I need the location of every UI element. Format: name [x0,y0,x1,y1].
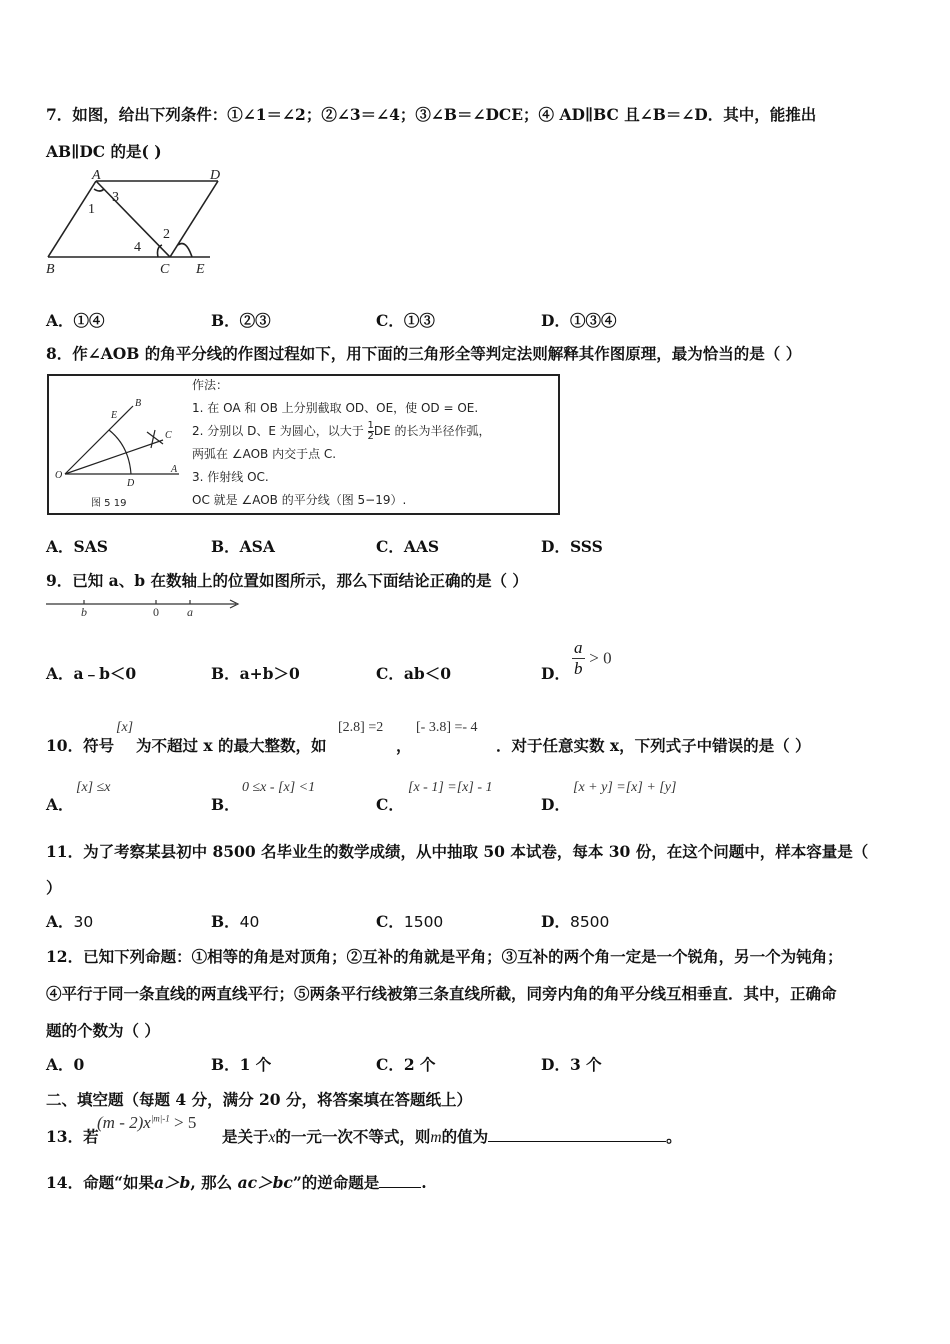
axis-label-zero: 0 [153,605,159,619]
q10-option-a[interactable]: A． [46,795,74,814]
label-o: O [55,470,63,481]
q10-symbol: [x] [116,720,134,735]
q10-suffix: ．对于任意实数 x，下列式子中错误的是（ ） [496,736,811,755]
q14-text: 14．命题“如果a＞b, 那么 ac＞bc”的逆命题是 . [46,1173,427,1192]
q8-option-c[interactable]: C．AAS [376,537,440,556]
steps-heading: 作法： [192,378,229,392]
q8-option-b[interactable]: B．ASA [211,537,275,556]
q12-option-d[interactable]: D．3 个 [541,1055,602,1074]
ray-oc [65,440,163,474]
ray-ob [65,406,133,474]
q11-option-d[interactable]: D．8500 [541,912,610,931]
label-e: E [111,410,118,421]
q11-option-c[interactable]: C．1500 [376,912,444,931]
q12-option-b[interactable]: B．1 个 [211,1055,272,1074]
label-d: D [210,168,221,183]
arc-c2 [151,430,155,448]
q7-option-b[interactable]: B．②③ [211,311,271,330]
label-1: 1 [88,202,95,217]
q8-option-a[interactable]: A．SAS [46,537,108,556]
label-3: 3 [112,190,119,205]
label-c: C [165,430,172,441]
segment-dc [170,181,218,257]
q13-mid: 是关于x的一元一次不等式，则m的值为 。 [222,1127,682,1146]
q11-line1: 11．为了考察某县初中 8500 名毕业生的数学成绩，从中抽取 50 本试卷，每本 30 份，在这个问题中，样本容量是（ [46,842,869,861]
section-2-title: 二、填空题（每题 4 分，满分 20 分，将答案填在答题纸上） [46,1090,472,1109]
q10-option-b-expr: 0 ≤x - [x] <1 [242,780,316,795]
q7-line1: 7．如图，给出下列条件：①∠1＝∠2；②∠3＝∠4；③∠B＝∠DCE；④ AD∥BC 且∠B＝∠D．其中，能推出 [46,105,817,124]
q9-option-d-fraction [572,638,612,679]
q13-prefix: 13．若 [46,1127,99,1146]
q13-answer-blank[interactable] [488,1141,666,1142]
a-over-b: $\frac{a}{b}$ [574,638,583,678]
q13-inequality: $(m - 2)x^{|m|-1} > 5$ [97,1113,197,1132]
q10-mid: 为不超过 x 的最大整数，如 [136,736,327,755]
q12-line1: 12．已知下列命题：①相等的角是对顶角；②互补的角就是平角；③互补的两个角一定是一个锐角，另一个为钝角； [46,947,843,966]
construction-steps [192,374,491,512]
step-2: 2. 分别以 D、E 为圆心，以大于 $\frac{1}{2}$ DE 的长为半径作弧， [192,420,491,442]
q10-option-b[interactable]: B． [211,795,240,814]
angle-2-arc [178,244,192,258]
q9-option-c[interactable]: C．ab＜0 [376,664,452,683]
q10-prefix: 10．符号 [46,736,115,755]
axis-label-a: a [187,605,193,619]
label-e: E [196,262,205,277]
q7-option-c[interactable]: C．①③ [376,311,435,330]
q10-option-c[interactable]: C． [376,795,404,814]
label-b: B [135,398,142,409]
q9-number-line [44,594,244,622]
q11-line2: ） [46,878,62,897]
label-d: D [127,478,135,489]
q9-text: 9．已知 a、b 在数轴上的位置如图所示，那么下面结论正确的是（ ） [46,571,528,590]
q8-bisector-figure [51,396,191,511]
label-c: C [160,262,170,277]
q7-line2: AB∥DC 的是( ) [46,142,162,161]
label-4: 4 [134,240,141,255]
step-2c: 两弧在 ∠AOB 内交于点 C. [192,447,337,461]
q11-option-a[interactable]: A．30 [46,912,94,931]
q9-option-b[interactable]: B．a+b＞0 [211,664,300,683]
greater-than-zero: > 0 [589,648,612,668]
label-b: B [46,262,55,277]
q10-example-2: [- 3.8] =- 4 [416,720,478,735]
q10-comma: ， [396,736,412,755]
q10-option-a-expr: [x] ≤x [76,780,111,795]
axis-label-b: b [81,605,87,619]
q8-option-d[interactable]: D．SSS [541,537,603,556]
q12-option-c[interactable]: C．2 个 [376,1055,436,1074]
figure-caption: 图 5 19 [91,498,127,509]
q10-example-1: [2.8] =2 [338,720,384,735]
q8-construction-box [47,374,560,515]
q11-option-b[interactable]: B．40 [211,912,260,931]
q7-option-a[interactable]: A．①④ [46,311,105,330]
step-1: 1. 在 OA 和 OB 上分别截取 OD、OE，使 OD = OE. [192,401,479,415]
q12-line3: 题的个数为（ ） [46,1021,160,1040]
q12-line2: ④平行于同一条直线的两直线平行；⑤两条平行线被第三条直线所截，同旁内角的角平分线互相垂直．其中，正确命 [46,984,837,1003]
segment-ab [48,181,96,257]
q10-option-d[interactable]: D． [541,795,570,814]
q14-answer-blank[interactable] [379,1187,421,1188]
q8-text: 8．作∠AOB 的角平分线的作图过程如下，用下面的三角形全等判定法则解释其作图原理，最为恰当的是（ ） [46,344,802,363]
segment-ac [96,181,170,257]
q12-option-a[interactable]: A．0 [46,1055,85,1074]
q10-option-d-expr: [x + y] =[x] + [y] [573,780,677,795]
q9-option-d[interactable]: D． [541,664,570,683]
q7-option-d[interactable]: D．①③④ [541,311,617,330]
angle-1-arc [94,189,104,191]
label-2: 2 [163,227,170,242]
q10-option-c-expr: [x - 1] =[x] - 1 [408,780,493,795]
label-a: A [171,464,178,475]
half-fraction: $\frac{1}{2}$ [367,420,374,442]
step-3: 3. 作射线 OC. [192,470,269,484]
q7-parallelogram-figure [40,165,240,285]
q9-option-a[interactable]: A．a﹣b＜0 [46,664,137,683]
step-4: OC 就是 ∠AOB 的平分线（图 5−19）. [192,493,407,507]
angle-4-arc [158,245,163,257]
label-a: A [92,168,101,183]
